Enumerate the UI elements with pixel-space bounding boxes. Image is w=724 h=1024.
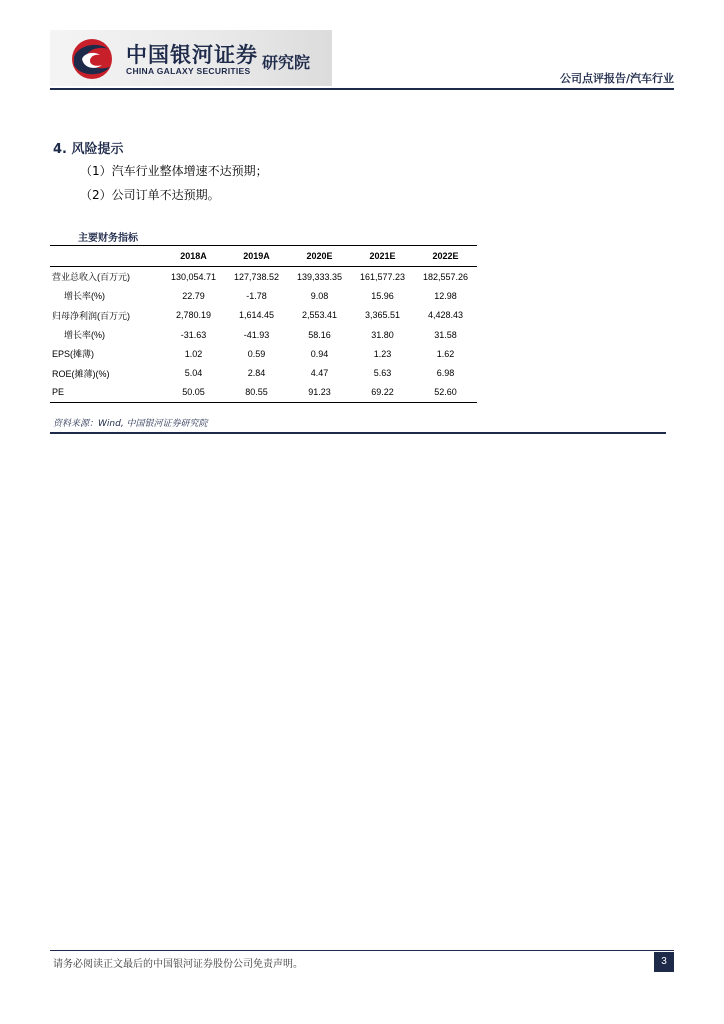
- row-label: 营业总收入(百万元): [52, 272, 130, 283]
- table-cell: 130,054.71: [170, 271, 217, 282]
- column-header: 2021E: [351, 246, 414, 267]
- table-cell: 50.05: [162, 383, 225, 403]
- table-cell: 69.22: [351, 383, 414, 403]
- table-cell: 12.98: [434, 290, 457, 301]
- table-cell: 139,333.35: [296, 271, 343, 282]
- column-header: 2018A: [162, 246, 225, 267]
- table-title: 主要财务指标: [78, 233, 138, 244]
- report-header: [50, 30, 674, 90]
- row-label: 增长率(%): [64, 330, 105, 341]
- table-cell: 3,365.51: [364, 310, 401, 321]
- table-cell: 2,780.19: [175, 310, 212, 321]
- risk-section-title: 4. 风险提示: [53, 142, 124, 157]
- table-cell: 127,738.52: [233, 271, 280, 282]
- table-cell: 5.04: [184, 368, 203, 379]
- column-header: 2019A: [225, 246, 288, 267]
- logo-chinese-name: 中国银河证券: [126, 43, 258, 67]
- table-row: [50, 286, 477, 305]
- brand-logo: [50, 30, 332, 86]
- table-cell: 9.08: [310, 290, 329, 301]
- source-divider: [50, 432, 666, 434]
- logo-english-name: CHINA GALAXY SECURITIES: [126, 66, 251, 76]
- table-cell: 31.80: [371, 329, 394, 340]
- table-row: [50, 325, 477, 344]
- table-row: [50, 344, 477, 363]
- logo-suffix: 研究院: [262, 53, 311, 72]
- table-cell: 58.16: [308, 329, 331, 340]
- header-divider: [50, 88, 674, 90]
- table-cell: 1,614.45: [238, 310, 275, 321]
- financial-indicators-table: [50, 245, 477, 403]
- table-cell: 1.23: [373, 348, 392, 359]
- row-label: 归母净利润(百万元): [52, 310, 130, 321]
- table-cell: -1.78: [246, 290, 267, 301]
- report-type-label: 公司点评报告/汽车行业: [559, 72, 674, 85]
- table-cell: 22.79: [182, 290, 205, 301]
- risk-item: （2）公司订单不达预期。: [80, 188, 220, 202]
- table-cell: 2.84: [247, 368, 266, 379]
- table-row: [50, 383, 477, 403]
- risk-item: （1）汽车行业整体增速不达预期；: [80, 164, 268, 178]
- table-cell: 1.62: [436, 348, 455, 359]
- table-cell: 0.59: [247, 348, 266, 359]
- table-cell: 6.98: [436, 368, 455, 379]
- table-cell: 0.94: [310, 348, 329, 359]
- table-cell: 91.23: [288, 383, 351, 403]
- table-cell: -31.63: [180, 329, 207, 340]
- table-cell: 15.96: [371, 290, 394, 301]
- row-label: PE: [50, 383, 162, 403]
- column-header: 2022E: [414, 246, 477, 267]
- table-header-row: [50, 246, 477, 267]
- footer-divider: [50, 950, 674, 951]
- galaxy-swirl-logo-icon: [68, 37, 118, 81]
- table-cell: -41.93: [243, 329, 270, 340]
- column-header: [50, 246, 162, 267]
- table-cell: 161,577.23: [359, 271, 406, 282]
- table-row: [50, 267, 477, 287]
- row-label: EPS(摊薄): [52, 349, 95, 360]
- footer-disclaimer: 请务必阅读正文最后的中国银河证券股份公司免责声明。: [53, 959, 303, 970]
- table-cell: 80.55: [225, 383, 288, 403]
- column-header: 2020E: [288, 246, 351, 267]
- table-cell: 4.47: [310, 368, 329, 379]
- table-cell: 182,557.26: [422, 271, 469, 282]
- data-source-note: 资料来源：Wind, 中国银河证券研究院: [53, 419, 208, 429]
- page-number: 3: [654, 952, 674, 972]
- table-row: [50, 363, 477, 382]
- row-label: ROE(摊薄)(%): [52, 368, 110, 379]
- table-cell: 52.60: [414, 383, 477, 403]
- table-cell: 2,553.41: [301, 310, 338, 321]
- table-cell: 31.58: [434, 329, 457, 340]
- table-cell: 5.63: [373, 368, 392, 379]
- row-label: 增长率(%): [64, 291, 105, 302]
- table-cell: 4,428.43: [427, 310, 464, 321]
- table-cell: 1.02: [184, 348, 203, 359]
- table-row: [50, 306, 477, 325]
